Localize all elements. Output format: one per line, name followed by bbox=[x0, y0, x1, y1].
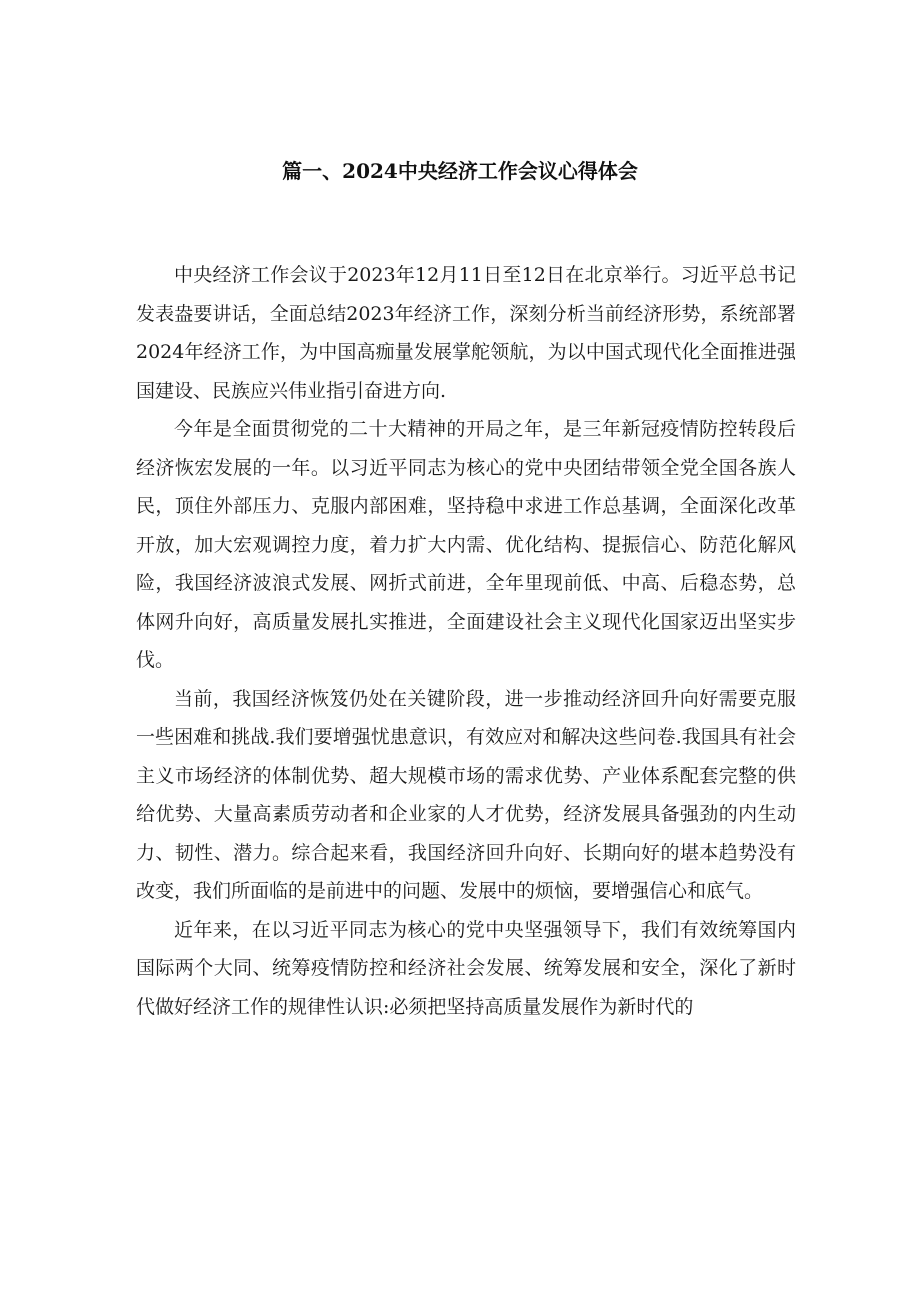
paragraph-2: 今年是全面贯彻党的二十大精神的开局之年，是三年新冠疫情防控转段后经济恢宏发展的一年。以习近平同志为核心的党中央团结带领全党全国各族人民，顶住外部压力、克服内部困难，坚持稳中求进工作总基调，全面深化改革开放，加大宏观调控力度，着力扩大内需、优化结构、提振信心、防范化解风险，我国经济波浪式发展、网折式前进，全年里现前低、中高、后稳态势，总体网升向好，高质量发展扎实推进，全面建设社会主义现代化国家迈出坚实步伐。 bbox=[136, 418, 796, 671]
paragraph-1: 中央经济工作会议于2023年12月11日至12日在北京举行。习近平总书记发表盎要讲话，全面总结2023年经济工作，深刻分析当前经济形势，系统部署2024年经济工作，为中国高痂量发展掌舵领航，为以中国式现代化全面推进强国建设、民族应兴伟业指引奋进方向. bbox=[136, 264, 796, 402]
document-body bbox=[136, 256, 796, 1026]
paragraph-3: 当前，我国经济恢笈仍处在关键阶段，进一步推动经济回升向好需要克服一些困难和挑战.我们要增强忧患意识，有效应对和解决这些问卷.我国具有社会主义市场经济的体制优势、超大规模市场的需求优势、产业体系配套完整的供给优势、大量高素质劳动者和企业家的人才优势，经济发展具备强劲的内生动力、韧性、潜力。综合起来看，我国经济回升向好、长期向好的堪本趋势没有改变，我们所面临的是前进中的问题、发展中的烦恼，要增强信心和底气。 bbox=[136, 687, 796, 902]
document-title: 篇一、2024中央经济工作会议心得体会 bbox=[282, 159, 638, 183]
paragraph-4: 近年来，在以习近平同志为核心的党中央坚强领导下，我们有效统筹国内国际两个大同、统筹疫情防控和经济社会发展、统筹发展和安全，深化了新时代做好经济工作的规律性认识:必须把坚持高质量发展作为新时代的 bbox=[136, 918, 796, 1018]
